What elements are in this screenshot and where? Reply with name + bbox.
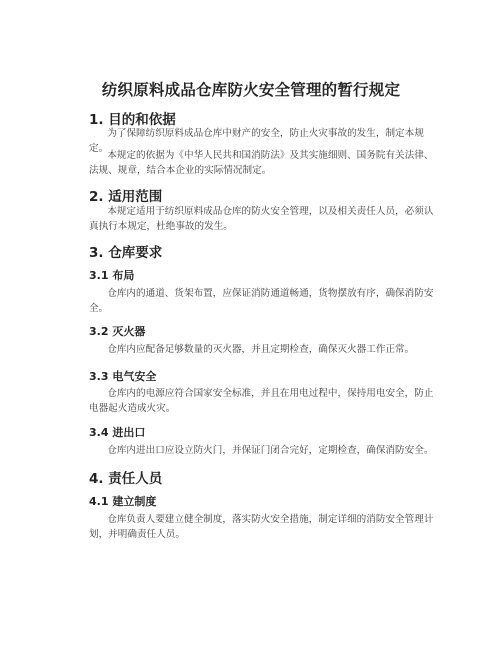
subsection-4-1-heading: 4.1 建立制度 <box>89 495 157 508</box>
subsection-3-4-heading: 3.4 进出口 <box>89 426 146 439</box>
document-title: 纺织原料成品仓库防火安全管理的暂行规定 <box>101 81 401 99</box>
section-1-paragraph-2: 本规定的依据为《中华人民共和国消防法》及其实施细则、国务院有关法律、法规、规章，结合本企业的实际情况制定。 <box>89 150 434 176</box>
section-2-heading: 2. 适用范围 <box>89 189 163 205</box>
subsection-3-2-paragraph: 仓库内应配备足够数量的灭火器，并且定期检查，确保灭火器工作正常。 <box>107 344 415 355</box>
subsection-3-1-heading: 3.1 布局 <box>89 269 135 282</box>
subsection-3-3-paragraph: 仓库内的电源应符合国家安全标准，并且在用电过程中，保持用电安全，防止电器起火造成火灾。 <box>89 388 434 414</box>
section-2-paragraph-1: 本规定适用于纺织原料成品仓库的防火安全管理，以及相关责任人员，必须认真执行本规定，杜绝事故的发生。 <box>89 206 434 232</box>
subsection-3-1-paragraph: 仓库内的通道、货架布置，应保证消防通道畅通，货物摆放有序，确保消防安全。 <box>89 288 434 314</box>
section-1-paragraph-1: 为了保障纺织原料成品仓库中财产的安全，防止火灾事故的发生，制定本规定。 <box>89 128 424 154</box>
section-3-heading: 3. 仓库要求 <box>89 245 163 261</box>
section-1-heading: 1. 目的和依据 <box>89 112 176 128</box>
subsection-3-4-paragraph: 仓库内进出口应设立防火门，并保证门闭合完好，定期检查，确保消防安全。 <box>107 445 434 456</box>
subsection-3-3-heading: 3.3 电气安全 <box>89 370 157 383</box>
subsection-4-1-paragraph: 仓库负责人要建立健全制度，落实防火安全措施，制定详细的消防安全管理计划，并明确责任人员。 <box>89 514 434 540</box>
subsection-3-2-heading: 3.2 灭火器 <box>89 325 146 338</box>
section-4-heading: 4. 责任人员 <box>89 471 163 487</box>
